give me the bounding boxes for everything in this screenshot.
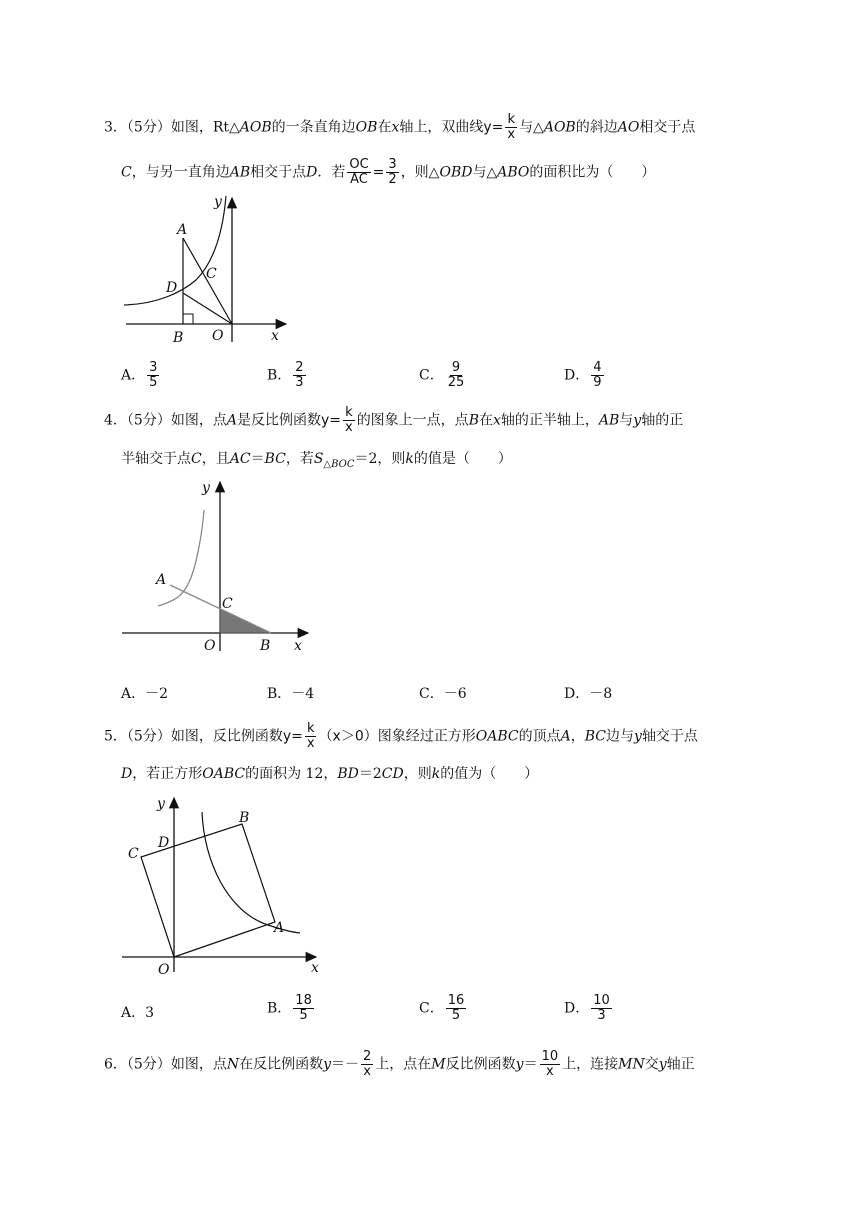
text: 轴的正 <box>641 412 684 429</box>
math-text: y= <box>320 412 341 429</box>
text: y <box>633 412 642 429</box>
text: k <box>431 766 441 782</box>
q4-option-b[interactable] <box>267 684 314 704</box>
option-label: B． <box>267 1000 292 1017</box>
fraction-2-over-x <box>361 1050 373 1079</box>
text: B <box>468 412 479 429</box>
text: BC <box>264 451 286 467</box>
text: AOB <box>543 119 576 136</box>
denominator: 5 <box>299 1008 308 1023</box>
numerator: 2 <box>363 1049 372 1064</box>
text: ．若 <box>317 164 346 181</box>
numerator: 18 <box>295 993 312 1008</box>
text: 交 <box>644 1056 659 1073</box>
option-value: 3 <box>145 1005 155 1021</box>
text: 如图，Rt△ <box>170 119 240 136</box>
numerator: k <box>306 721 315 736</box>
text: 相交于点 <box>250 164 307 181</box>
text: 在反比例函数 <box>239 1056 324 1073</box>
numerator: 2 <box>295 360 304 375</box>
math-text: y= <box>483 119 504 136</box>
right-angle-mark <box>183 314 193 324</box>
fraction-k-over-x <box>305 722 317 751</box>
fraction <box>591 994 612 1023</box>
numerator: k <box>345 405 353 420</box>
text: 的图象上一点，点 <box>356 412 469 429</box>
q4-option-d[interactable] <box>564 684 612 704</box>
q3-line-1 <box>104 113 695 142</box>
text: 相交于点 <box>639 119 696 136</box>
text: CD <box>381 766 404 782</box>
text: 如图，点 <box>170 412 227 429</box>
option-label: C． <box>419 1000 444 1017</box>
text: A <box>226 412 237 429</box>
text: 轴上，双曲线 <box>399 119 484 136</box>
fraction-k-over-x <box>343 406 355 435</box>
label-b: B <box>173 330 184 346</box>
text: ＝2 <box>358 766 382 782</box>
text: AB <box>229 164 251 181</box>
denominator: 5 <box>149 375 158 390</box>
text: y <box>323 1056 332 1073</box>
option-label: B． <box>267 367 292 384</box>
numerator: 4 <box>593 360 602 375</box>
denominator: 2 <box>388 172 397 187</box>
text: M <box>431 1056 446 1073</box>
score-text: （5分） <box>126 412 171 429</box>
label-c: C <box>206 266 217 282</box>
text: ，则 <box>403 766 432 782</box>
fraction-oc-over-ac <box>347 158 370 187</box>
text: ， <box>570 728 585 745</box>
denominator: x <box>363 1064 371 1079</box>
text: OABC <box>475 728 519 745</box>
q3-option-b[interactable] <box>267 361 308 390</box>
denominator: x <box>306 736 315 751</box>
fraction <box>293 361 305 390</box>
label-x: x <box>271 328 279 344</box>
segment-do <box>183 293 232 324</box>
math-text: （x＞0） <box>318 728 378 745</box>
text: y <box>515 1056 524 1073</box>
option-label: B． <box>267 686 292 702</box>
text: 在 <box>478 412 493 429</box>
label-a: A <box>156 572 167 588</box>
text: MN <box>618 1056 645 1073</box>
text: 如图，点 <box>170 1056 227 1073</box>
text: BD <box>337 766 359 782</box>
text: 半轴交于点 <box>121 451 191 467</box>
text: 的值为（ ） <box>440 766 539 782</box>
hyperbola-curve <box>158 510 204 606</box>
q4-option-a[interactable] <box>121 684 168 704</box>
option-label: A． <box>121 686 146 702</box>
text: ＝ <box>250 451 265 467</box>
denominator: 9 <box>593 375 602 390</box>
text: ，则△ <box>400 164 440 181</box>
label-d: D <box>166 280 178 296</box>
option-value: －2 <box>145 686 169 702</box>
text: AC <box>229 451 251 467</box>
text: y <box>634 728 642 745</box>
denominator: x <box>545 1064 554 1079</box>
score-text: （5分） <box>126 728 171 745</box>
label-x: x <box>294 638 302 654</box>
denominator: 5 <box>451 1008 461 1023</box>
text: N <box>226 1056 240 1073</box>
text: 上，点在 <box>375 1056 432 1073</box>
q6-line-1 <box>104 1050 695 1079</box>
text: 的斜边 <box>575 119 618 136</box>
q4-line-1 <box>104 406 683 435</box>
fraction-3-over-2 <box>386 158 398 187</box>
option-label: D． <box>564 367 590 384</box>
text: ，若正方形 <box>132 766 203 782</box>
text: 的顶点 <box>518 728 561 745</box>
text: 上，连接 <box>562 1056 619 1073</box>
label-o: O <box>158 962 170 978</box>
text: 如图，反比例函数 <box>170 728 283 745</box>
label-y: y <box>157 796 165 812</box>
label-a: A <box>177 222 188 238</box>
q4-line-2 <box>121 449 512 475</box>
text: 图象经过正方形 <box>377 728 476 745</box>
text: x <box>391 119 400 136</box>
numerator: 10 <box>593 993 610 1008</box>
fraction-k-over-x <box>505 113 517 142</box>
text: C <box>121 164 132 181</box>
text: OABC <box>202 766 246 782</box>
option-label: C． <box>419 367 444 384</box>
text: D <box>121 766 133 782</box>
text: 与 <box>619 412 634 429</box>
label-y: y <box>214 194 222 210</box>
q5-option-d[interactable] <box>564 994 614 1023</box>
text: 轴的正半轴上， <box>500 412 599 429</box>
subscript: △BOC <box>323 458 355 470</box>
label-a: A <box>274 920 285 936</box>
option-label: A． <box>121 1005 146 1021</box>
q5-option-b[interactable] <box>267 994 316 1023</box>
q3-option-c[interactable] <box>419 361 468 390</box>
label-d: D <box>158 835 170 851</box>
text: 是反比例函数 <box>236 412 321 429</box>
denominator: 3 <box>295 375 304 390</box>
option-label: D． <box>564 1000 590 1017</box>
fraction <box>591 361 603 390</box>
text: AO <box>617 119 640 136</box>
numerator: k <box>507 112 515 127</box>
label-c: C <box>222 596 233 612</box>
text: x <box>492 412 501 429</box>
option-label: C． <box>419 686 444 702</box>
question-number: 6． <box>104 1056 127 1073</box>
text: k <box>405 451 414 467</box>
q5-option-a[interactable] <box>121 1003 154 1023</box>
text: A <box>560 728 571 745</box>
label-y: y <box>202 480 210 496</box>
text: D <box>306 164 318 181</box>
denominator: AC <box>350 172 368 187</box>
text: ABO <box>497 164 530 181</box>
option-label: D． <box>564 686 590 702</box>
text: 的面积为 12， <box>245 766 338 782</box>
score-text: （5分） <box>126 119 171 136</box>
text: OBD <box>439 164 473 181</box>
text: ＝－ <box>331 1056 360 1073</box>
option-value: －8 <box>589 686 613 702</box>
text: 反比例函数 <box>445 1056 516 1073</box>
q3-option-d[interactable] <box>564 361 606 390</box>
text: 在 <box>377 119 392 136</box>
numerator: 10 <box>541 1049 559 1064</box>
fraction <box>147 361 159 390</box>
q5-line-2 <box>121 764 538 784</box>
math-text: y= <box>282 728 303 745</box>
text: 与△ <box>519 119 544 136</box>
q4-figure <box>118 476 318 656</box>
text: ，且 <box>201 451 230 467</box>
numerator: 9 <box>451 360 461 375</box>
text: 边与 <box>606 728 635 745</box>
q5-line-1 <box>104 722 698 751</box>
numerator: OC <box>349 157 369 172</box>
numerator: 3 <box>149 360 158 375</box>
text: 轴交于点 <box>641 728 698 745</box>
numerator: 3 <box>388 157 397 172</box>
q3-option-a[interactable] <box>121 361 161 390</box>
text: AOB <box>239 119 272 136</box>
q3-line-2 <box>121 158 655 187</box>
fraction-10-over-x <box>540 1050 561 1079</box>
text: y <box>658 1056 667 1073</box>
label-o: O <box>212 328 224 344</box>
text: 的一条直角边 <box>271 119 356 136</box>
denominator: x <box>344 420 353 435</box>
fraction <box>293 994 314 1023</box>
fraction <box>446 361 467 390</box>
text: ＝ <box>523 1056 538 1073</box>
q5-option-c[interactable] <box>419 994 468 1023</box>
hyperbola-curve <box>202 812 300 933</box>
label-c: C <box>128 846 139 862</box>
text: OB <box>355 119 378 136</box>
fraction <box>446 994 467 1023</box>
question-number: 4． <box>104 412 127 429</box>
text: C <box>191 451 202 467</box>
denominator: x <box>507 127 516 142</box>
text: 的面积比为（ ） <box>529 164 656 181</box>
label-b: B <box>260 638 271 654</box>
text: S <box>313 451 324 467</box>
denominator: 25 <box>447 375 465 390</box>
text: BC <box>584 728 607 745</box>
text: AB <box>598 412 620 429</box>
text: ，若 <box>285 451 314 467</box>
score-text: （5分） <box>126 1056 171 1073</box>
label-b: B <box>239 810 250 826</box>
text: 与△ <box>472 164 498 181</box>
q5-figure <box>118 792 333 982</box>
text: ，与另一直角边 <box>131 164 230 181</box>
math-text: = <box>372 164 385 181</box>
text: 轴正 <box>666 1056 695 1073</box>
denominator: 3 <box>597 1008 606 1023</box>
question-number: 3． <box>104 119 127 136</box>
q4-option-c[interactable] <box>419 684 467 704</box>
option-value: －6 <box>443 686 467 702</box>
q3-figure <box>118 192 293 350</box>
numerator: 16 <box>447 993 465 1008</box>
text: ＝2，则 <box>354 451 406 467</box>
option-label: A． <box>121 367 146 384</box>
label-x: x <box>311 960 319 976</box>
label-o: O <box>204 638 216 654</box>
option-value: －4 <box>291 686 315 702</box>
question-number: 5． <box>104 728 127 745</box>
text: 的值是（ ） <box>413 451 512 467</box>
